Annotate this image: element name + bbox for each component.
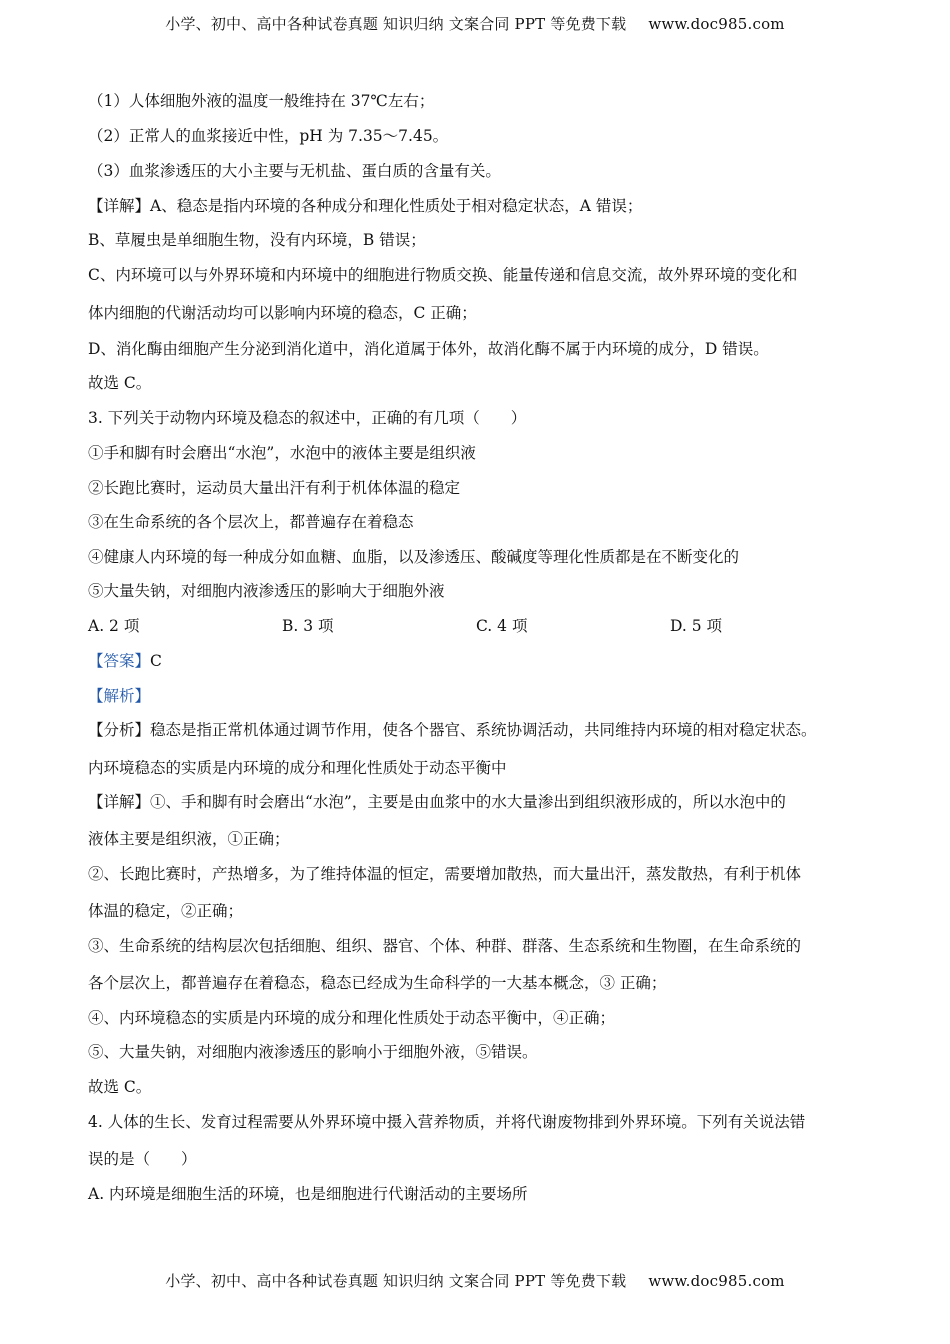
text-line: 体温的稳定，②正确；	[88, 902, 244, 920]
option-a: A. 内环境是细胞生活的环境，也是细胞进行代谢活动的主要场所	[88, 1185, 528, 1203]
text-line: 【分析】稳态是指正常机体通过调节作用，使各个器官、系统协调活动，共同维持内环境的相对稳定状态。	[88, 721, 817, 739]
text-line: ③、生命系统的结构层次包括细胞、组织、器官、个体、种群、群落、生态系统和生物圈，在生命系统的	[88, 937, 802, 955]
option-c: C. 4 项	[476, 617, 528, 635]
footer-text: 小学、初中、高中各种试卷真题 知识归纳 文案合同 PPT 等免费下载	[165, 1272, 627, 1290]
question-3-stem: 3. 下列关于动物内环境及稳态的叙述中，正确的有几项（ ）	[88, 409, 527, 427]
option-d: D. 5 项	[670, 617, 723, 635]
text-line: 内环境稳态的实质是内环境的成分和理化性质处于动态平衡中	[88, 759, 507, 777]
text-line: B、草履虫是单细胞生物，没有内环境，B 错误；	[88, 231, 426, 249]
text-line: （1）人体细胞外液的温度一般维持在 37℃左右；	[88, 92, 435, 110]
footer-url[interactable]: www.doc985.com	[648, 1272, 785, 1290]
text-line: 各个层次上，都普遍存在着稳态，稳态已经成为生命科学的一大基本概念，③ 正确；	[88, 974, 667, 992]
question-4-stem: 4. 人体的生长、发育过程需要从外界环境中摄入营养物质，并将代谢废物排到外界环境。下列有关说法错	[88, 1113, 806, 1131]
text-line: 【详解】A、稳态是指内环境的各种成分和理化性质处于相对稳定状态，A 错误；	[88, 197, 643, 215]
text-line: 故选 C。	[88, 1078, 152, 1096]
text-line: C、内环境可以与外界环境和内环境中的细胞进行物质交换、能量传递和信息交流，故外界环境的变化和	[88, 266, 798, 284]
statement-2: ②长跑比赛时，运动员大量出汗有利于机体体温的稳定	[88, 479, 461, 497]
text-line: D、消化酶由细胞产生分泌到消化道中，消化道属于体外，故消化酶不属于内环境的成分，D 错误。	[88, 340, 769, 358]
option-b: B. 3 项	[282, 617, 334, 635]
text-line: ②、长跑比赛时，产热增多，为了维持体温的恒定，需要增加散热，而大量出汗，蒸发散热，有利于机体	[88, 865, 802, 883]
text-line: （2）正常人的血浆接近中性，pH 为 7.35～7.45。	[88, 127, 449, 145]
header-url[interactable]: www.doc985.com	[648, 15, 785, 33]
question-4-stem-cont: 误的是（ ）	[88, 1150, 197, 1168]
option-a: A. 2 项	[88, 617, 140, 635]
text-line: 故选 C。	[88, 374, 152, 392]
answer-line	[88, 651, 162, 671]
answer-value: C	[150, 652, 162, 670]
text-line: 体内细胞的代谢活动均可以影响内环境的稳态，C 正确；	[88, 304, 477, 322]
analysis-label: 【解析】	[88, 687, 151, 705]
page-footer	[0, 1270, 950, 1291]
text-line: 【详解】①、手和脚有时会磨出“水泡”，主要是由血浆中的水大量渗出到组织液形成的，所以水泡中的	[88, 793, 786, 811]
statement-5: ⑤大量失钠，对细胞内液渗透压的影响大于细胞外液	[88, 582, 445, 600]
page-header	[0, 13, 950, 34]
text-line: 液体主要是组织液，①正确；	[88, 830, 290, 848]
statement-3: ③在生命系统的各个层次上，都普遍存在着稳态	[88, 513, 414, 531]
text-line: ⑤、大量失钠，对细胞内液渗透压的影响小于细胞外液，⑤错误。	[88, 1043, 538, 1061]
text-line: （3）血浆渗透压的大小主要与无机盐、蛋白质的含量有关。	[88, 162, 501, 180]
text-line: ④、内环境稳态的实质是内环境的成分和理化性质处于动态平衡中，④正确；	[88, 1009, 616, 1027]
header-text: 小学、初中、高中各种试卷真题 知识归纳 文案合同 PPT 等免费下载	[165, 15, 627, 33]
statement-1: ①手和脚有时会磨出“水泡”，水泡中的液体主要是组织液	[88, 444, 476, 462]
statement-4: ④健康人内环境的每一种成分如血糖、血脂，以及渗透压、酸碱度等理化性质都是在不断变化的	[88, 548, 740, 566]
answer-label: 【答案】	[88, 652, 151, 670]
